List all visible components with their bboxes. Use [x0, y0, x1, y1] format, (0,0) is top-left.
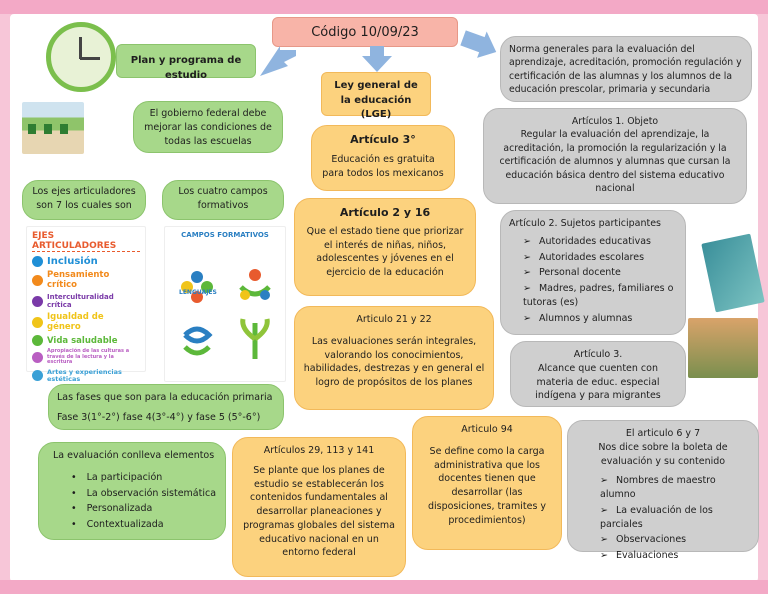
- classroom-photo: [22, 102, 84, 154]
- art6-7-list: [576, 474, 750, 563]
- gobierno-box: [133, 101, 283, 153]
- list-item: ➢ Madres, padres, familiares o tutoras (es): [523, 282, 677, 310]
- art3b-title: Artículo 3.: [573, 349, 623, 360]
- eje-item: Igualdad de género: [32, 312, 140, 332]
- art3-box: [311, 125, 455, 191]
- art94-title: Articulo 94: [461, 424, 513, 435]
- art3-text: Educación es gratuita para todos los mexicanos: [322, 153, 444, 179]
- art1-box: [483, 108, 747, 204]
- art21-22-title: Articulo 21 y 22: [356, 314, 432, 325]
- plan-box: [116, 44, 256, 81]
- list-item: ➢ Personal docente: [523, 266, 677, 280]
- campos-box-text: Los cuatro campos formativos: [178, 186, 268, 211]
- arrow-right: [462, 30, 498, 58]
- eje-item: Vida saludable: [32, 335, 140, 346]
- gobierno-text: El gobierno federal debe mejorar las condiciones de todas las escuelas: [144, 108, 272, 147]
- arrow-left: [258, 46, 298, 82]
- ejes-articuladores-image: [26, 226, 146, 383]
- ley-box: [321, 72, 431, 120]
- ejes-box: [22, 180, 146, 220]
- evaluacion-list: [53, 471, 217, 532]
- art2-list: [509, 235, 677, 326]
- campos-formativos-image: [164, 226, 286, 382]
- art2-title: Artículo 2. Sujetos participantes: [509, 218, 661, 229]
- art29-text: Se plante que los planes de estudio se establecerán los contenidos fundamentales al desarrollar planeaciones y programas globales del sistema educativo nacional en un entorno federal: [243, 464, 395, 559]
- art21-22-box: [294, 306, 494, 410]
- list-item: ➢ Alumnos y alumnas: [523, 312, 677, 326]
- art94-box: [412, 416, 562, 550]
- arrow-down: [360, 46, 394, 72]
- eje-item: Interculturalidad crítica: [32, 293, 140, 309]
- art6-7-title: El articulo 6 y 7: [625, 428, 701, 439]
- art94-text: Se define como la carga administrativa que los docentes tienen que desarrollar (las disposiciones, tramites y procedimientos): [427, 445, 547, 526]
- clock-icon: [46, 22, 116, 92]
- list-item: ➢ La evaluación de los parciales: [600, 504, 750, 532]
- campos-icons: [165, 239, 287, 379]
- codigo-text: Código 10/09/23: [311, 25, 419, 40]
- humano-icon: [243, 319, 268, 359]
- norma-box: [500, 36, 752, 102]
- lenguajes-label: LENGUAJES: [179, 289, 217, 296]
- evaluacion-box: [38, 442, 226, 540]
- eje-item: Apropiación de las culturas a través de la lectura y la escritura: [32, 349, 140, 366]
- lenguajes-icon: [181, 271, 213, 303]
- campos-box: [162, 180, 284, 220]
- eje-item: Pensamiento crítico: [32, 270, 140, 290]
- art3b-text: Alcance que cuenten con materia de educ. especial indígena y para migrantes: [535, 362, 661, 402]
- list-item: • La participación: [71, 471, 217, 485]
- art1-text: Regular la evaluación del aprendizaje, la acreditación, la promoción la regularización y la certificación de alumnos y alumnas que cursan la educación básica dentro del sistema educativo nacional: [499, 129, 731, 195]
- art6-7-text: Nos dice sobre la boleta de evaluación y su contenido: [598, 441, 728, 467]
- norma-text: Norma generales para la evaluación del aprendizaje, acreditación, promoción regulación y certificación de las alumnas y los alumnos de la educación prescolar, primaria y secundaria: [509, 44, 742, 96]
- art6-7-box: [567, 420, 759, 562]
- plan-title: Plan y programa de estudio: [130, 55, 242, 81]
- art29-title: Artículos 29, 113 y 141: [263, 445, 375, 456]
- ejes-box-text: Los ejes articuladores son 7 los cuales son: [32, 186, 136, 211]
- codigo-box: [272, 17, 458, 47]
- list-item: • Personalizada: [71, 502, 217, 516]
- list-item: ➢ Observaciones: [600, 533, 750, 547]
- list-item: ➢ Autoridades educativas: [523, 235, 677, 249]
- list-item: ➢ Evaluaciones: [600, 549, 750, 563]
- bottom-border: [0, 580, 768, 594]
- list-item: ➢ Nombres de maestro alumno: [600, 474, 750, 502]
- ley-title: Ley general de la educación (LGE): [334, 80, 418, 120]
- saberes-icon: [240, 269, 270, 300]
- students-photo: [688, 318, 758, 378]
- art2-box: [500, 210, 686, 335]
- art29-box: [232, 437, 406, 577]
- fases-title: Las fases que son para la educación primaria: [57, 392, 273, 403]
- list-item: • Contextualizada: [71, 518, 217, 532]
- fases-box: [48, 384, 284, 430]
- art3-title: Artículo 3°: [350, 133, 416, 146]
- art21-22-text: Las evaluaciones serán integrales, valorando los conocimientos, habilidades, destrezas y en general el logro de propósitos de los planes: [303, 335, 485, 389]
- ejes-header: EJES ARTICULADORES: [32, 231, 140, 252]
- eje-item: Artes y experiencias estéticas: [32, 369, 140, 383]
- etica-icon: [185, 329, 209, 353]
- fases-text: Fase 3(1°-2°) fase 4(3°-4°) y fase 5 (5°-6°): [57, 411, 261, 423]
- art2-16-box: [294, 198, 476, 296]
- list-item: • La observación sistemática: [71, 487, 217, 501]
- evaluacion-title: La evaluación conlleva elementos: [53, 450, 215, 461]
- eje-item: Inclusión: [32, 256, 140, 267]
- campos-header: CAMPOS FORMATIVOS: [181, 231, 269, 239]
- art3b-box: [510, 341, 686, 407]
- list-item: ➢ Autoridades escolares: [523, 251, 677, 265]
- art2-16-text: Que el estado tiene que priorizar el interés de niñas, niños, adolescentes y jóvenes en el ejercicio de la educación: [306, 225, 464, 279]
- art1-title: Artículos 1. Objeto: [571, 116, 659, 127]
- art2-16-title: Artículo 2 y 16: [339, 206, 431, 219]
- top-border: [0, 0, 768, 14]
